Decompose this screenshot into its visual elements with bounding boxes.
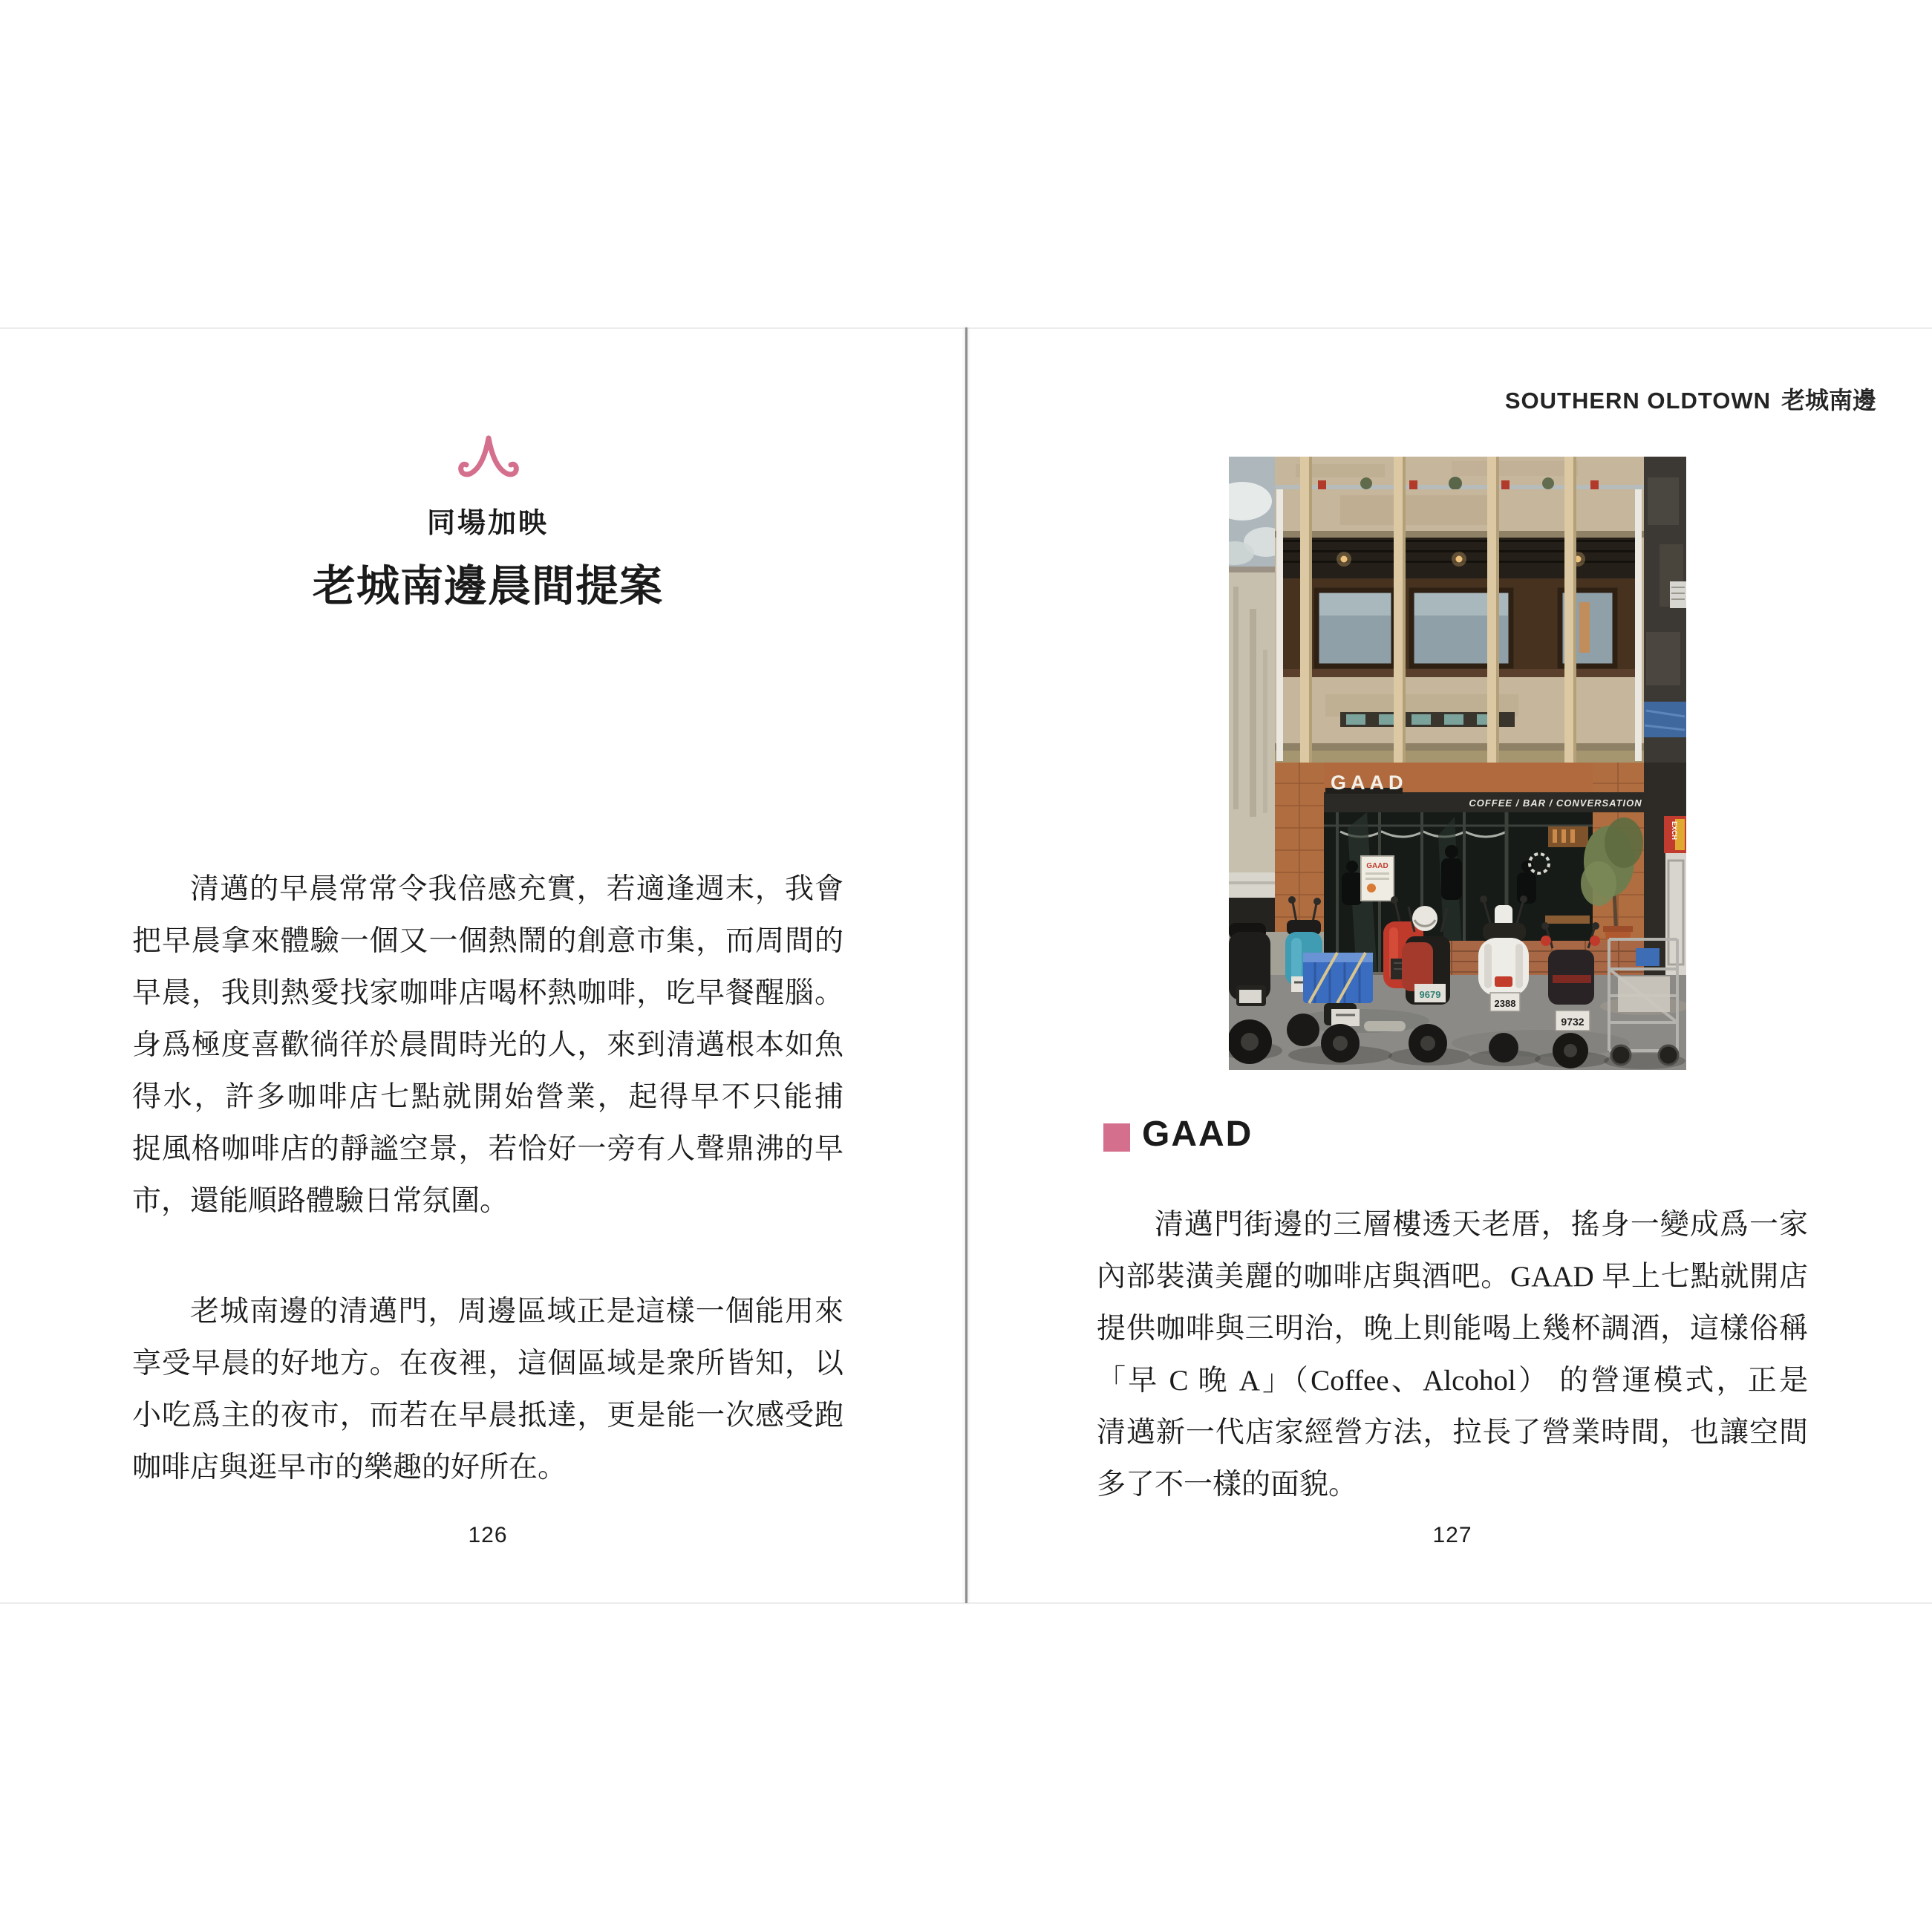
section-title: GAAD: [1142, 1115, 1253, 1154]
page-title: 老城南邊晨間提案: [312, 562, 663, 610]
text-line: 咖啡店與逛早市的樂趣的好所在。: [132, 1452, 567, 1484]
running-header-zh: 老城南邊: [1781, 387, 1876, 414]
section-heading: [1103, 1114, 1253, 1155]
text-line: 市，還能順路體驗日常氛圍。: [132, 1185, 509, 1217]
second-floor-porch: [1276, 538, 1641, 677]
section-kicker: 同場加映: [426, 508, 549, 539]
text-line: 小吃爲主的夜市，而若在早晨抵達，更是能一次感受跑: [132, 1400, 843, 1432]
text-line: 提供咖啡與三明治，晚上則能喝上幾杯調酒，這樣俗稱: [1097, 1313, 1808, 1345]
license-plate-c: 9732: [1561, 1016, 1585, 1028]
pink-square-bullet: [1103, 1123, 1130, 1152]
left-body-text: [132, 864, 843, 1494]
menu-board: [1361, 856, 1394, 901]
text-line: 內部裝潢美麗的咖啡店與酒吧。GAAD 早上七點就開店: [1097, 1261, 1808, 1293]
text-line: 把早晨拿來體驗一個又一個熱鬧的創意市集，而周間的: [132, 925, 843, 957]
text-line: 清邁新一代店家經營方法，拉長了營業時間，也讓空間: [1097, 1417, 1808, 1449]
paragraph: [1097, 1199, 1808, 1511]
text-line: 得水，許多咖啡店七點就開始營業，起得早不只能捕: [132, 1081, 843, 1113]
text-line: 清邁門街邊的三層樓透天老厝，搖身一變成爲一家: [1155, 1209, 1808, 1241]
storefront-photo: [1229, 457, 1686, 1070]
book-spine: [965, 327, 967, 1603]
running-header: [1505, 382, 1876, 416]
balcony-parapet: [1275, 677, 1644, 763]
text-line: 享受早晨的好地方。在夜裡，這個區域是衆所皆知，以: [132, 1348, 843, 1380]
blue-tarp: [1644, 702, 1686, 737]
page-number-left: 126: [468, 1523, 508, 1547]
gaad-storefront-sign: GAAD: [1331, 771, 1408, 794]
exchange-sign: EXCH: [1671, 821, 1678, 841]
text-line: 「早 C 晚 A」（Coffee、Alcohol） 的營運模式，正是: [1097, 1365, 1808, 1397]
paragraph: [132, 1286, 843, 1494]
text-line: 早晨，我則熱愛找家咖啡店喝杯熱咖啡，吃早餐醒腦。: [132, 977, 843, 1009]
text-line: 捉風格咖啡店的靜謐空景，若恰好一旁有人聲鼎沸的早: [132, 1133, 843, 1165]
thai-roof-ornament-icon: [455, 435, 522, 483]
running-header-en: SOUTHERN OLDTOWN: [1504, 388, 1771, 414]
text-line: 老城南邊的清邁門，周邊區域正是這樣一個能用來: [190, 1296, 843, 1328]
paragraph: [132, 864, 843, 1227]
text-line: 身爲極度喜歡徜徉於晨間時光的人，來到清邁根本如魚: [132, 1029, 843, 1061]
license-plate-b: 2388: [1494, 998, 1516, 1009]
svg-text:GAAD: GAAD: [1366, 862, 1388, 870]
text-line: 清邁的早晨常常令我倍感充實，若適逢週末，我會: [190, 873, 843, 905]
scooter-black-left: [1229, 923, 1272, 1064]
tagline-sign: COFFEE / BAR / CONVERSATION: [1469, 797, 1642, 809]
page-number-right: 127: [1432, 1523, 1472, 1547]
text-line: 多了不一樣的面貌。: [1097, 1469, 1358, 1501]
right-body-text: [1097, 1199, 1808, 1511]
ac-unit: [1670, 581, 1686, 608]
license-plate-a: 9679: [1419, 989, 1441, 1000]
